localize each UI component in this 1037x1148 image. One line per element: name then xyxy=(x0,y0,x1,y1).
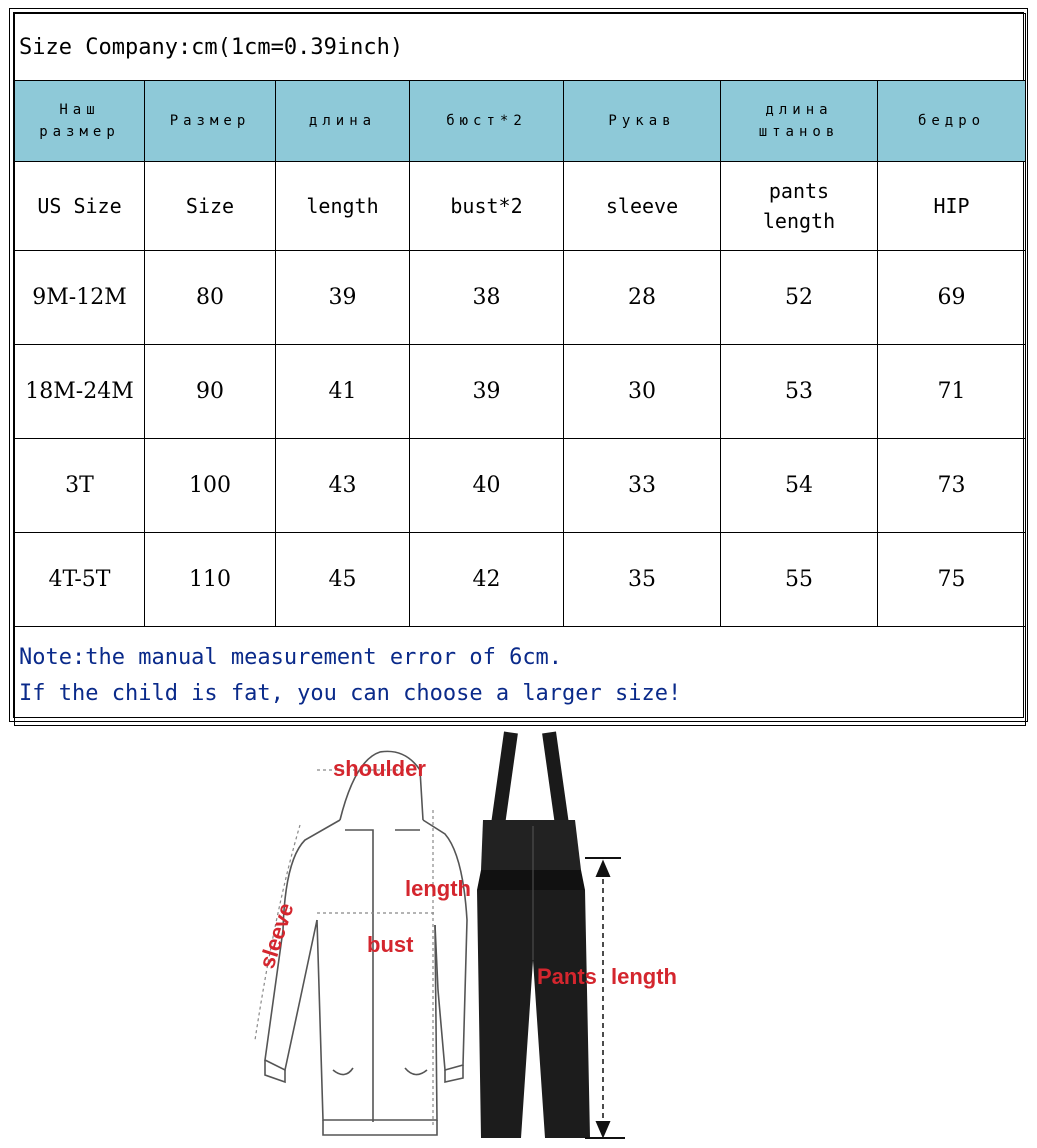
header-ru-cell: длина xyxy=(276,81,410,162)
label-length: length xyxy=(405,876,471,901)
header-en-cell: sleeve xyxy=(564,162,721,251)
size-table xyxy=(14,13,1026,726)
table-cell: 45 xyxy=(276,533,410,627)
label-bust: bust xyxy=(367,932,414,957)
chart-title: Size Company:cm(1cm=0.39inch) xyxy=(15,14,1026,81)
header-ru-cell: Наш размер xyxy=(15,81,145,162)
table-cell: 39 xyxy=(410,345,564,439)
label-sleeve: sleeve xyxy=(253,899,299,972)
table-cell: 35 xyxy=(564,533,721,627)
table-cell: 53 xyxy=(721,345,878,439)
table-cell: 80 xyxy=(145,251,276,345)
header-row-en xyxy=(15,162,1026,251)
size-chart xyxy=(9,8,1028,722)
note-line-1: Note:the manual measurement error of 6cm. xyxy=(19,645,563,670)
table-cell: 71 xyxy=(878,345,1026,439)
header-en-cell: US Size xyxy=(15,162,145,251)
table-row xyxy=(15,439,1026,533)
header-ru-cell: бедро xyxy=(878,81,1026,162)
header-row-ru xyxy=(15,81,1026,162)
header-en-cell: pants length xyxy=(721,162,878,251)
table-cell: 54 xyxy=(721,439,878,533)
table-cell: 4T-5T xyxy=(15,533,145,627)
table-row xyxy=(15,533,1026,627)
header-ru-cell: Размер xyxy=(145,81,276,162)
table-cell: 43 xyxy=(276,439,410,533)
table-cell: 69 xyxy=(878,251,1026,345)
header-en-cell: HIP xyxy=(878,162,1026,251)
header-ru-cell: длина штанов xyxy=(721,81,878,162)
table-cell: 42 xyxy=(410,533,564,627)
table-cell: 55 xyxy=(721,533,878,627)
jacket-drawing xyxy=(265,751,467,1135)
table-cell: 38 xyxy=(410,251,564,345)
header-en-cell: Size xyxy=(145,162,276,251)
table-cell: 28 xyxy=(564,251,721,345)
header-ru-cell: бюст*2 xyxy=(410,81,564,162)
table-cell: 9M-12M xyxy=(15,251,145,345)
table-cell: 39 xyxy=(276,251,410,345)
header-en-cell: bust*2 xyxy=(410,162,564,251)
table-cell: 41 xyxy=(276,345,410,439)
table-cell: 90 xyxy=(145,345,276,439)
table-cell: 3T xyxy=(15,439,145,533)
table-row xyxy=(15,251,1026,345)
table-cell: 75 xyxy=(878,533,1026,627)
table-cell: 40 xyxy=(410,439,564,533)
note xyxy=(15,627,1026,726)
table-cell: 73 xyxy=(878,439,1026,533)
size-chart-inner xyxy=(13,12,1024,718)
table-cell: 100 xyxy=(145,439,276,533)
header-en-cell: length xyxy=(276,162,410,251)
table-cell: 33 xyxy=(564,439,721,533)
label-pants: Pants xyxy=(537,964,597,989)
header-ru-cell: Рукав xyxy=(564,81,721,162)
label-pants-length: length xyxy=(611,964,677,989)
table-cell: 18M-24M xyxy=(15,345,145,439)
measurement-illustration xyxy=(245,730,685,1144)
overalls-drawing xyxy=(477,732,590,1138)
pants-length-arrow xyxy=(585,858,625,1138)
table-cell: 110 xyxy=(145,533,276,627)
note-line-2: If the child is fat, you can choose a larger size! xyxy=(19,681,682,706)
table-cell: 30 xyxy=(564,345,721,439)
table-cell: 52 xyxy=(721,251,878,345)
label-shoulder: shoulder xyxy=(333,756,426,781)
table-row xyxy=(15,345,1026,439)
